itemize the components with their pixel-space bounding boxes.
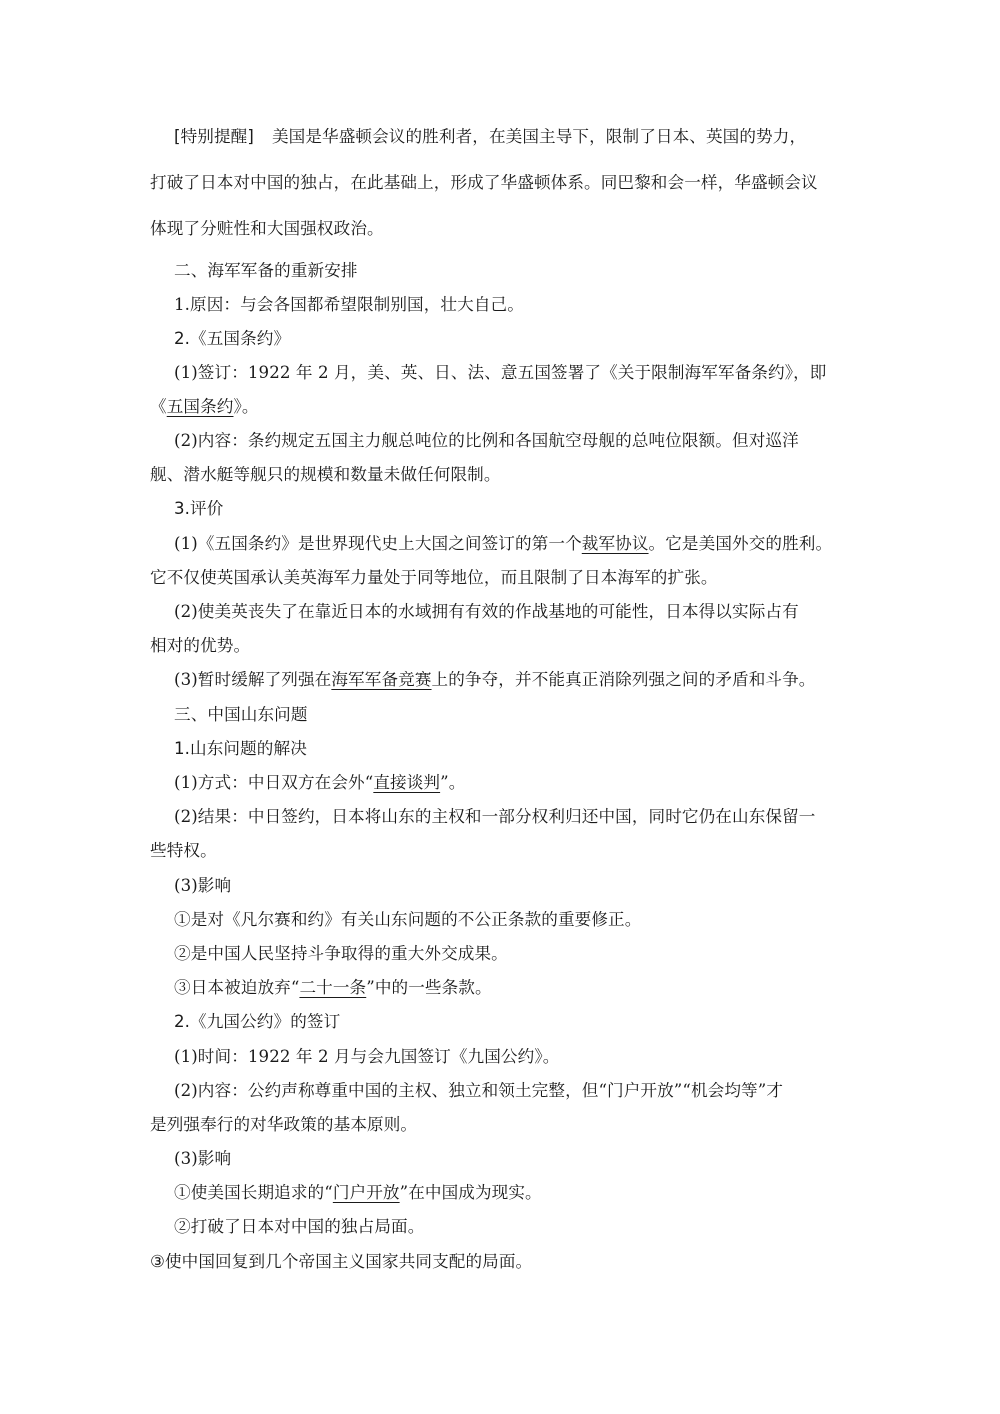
treaty-content-line-1: (2)内容：条约规定五国主力舰总吨位的比例和各国航空母舰的总吨位限额。但对巡洋 — [174, 431, 799, 450]
special-note-text: 美国是华盛顿会议的胜利者，在美国主导下，限制了日本、英国的势力， — [271, 127, 807, 146]
nine-power-impact-2: ②打破了日本对中国的独占局面。 — [174, 1217, 425, 1236]
shandong-impact-1: ①是对《凡尔赛和约》有关山东问题的不公正条款的重要修正。 — [174, 910, 642, 929]
nine-power-impact-heading: (3)影响 — [174, 1149, 232, 1168]
evaluation-1-line-2: 它不仅使英国承认美英海军力量处于同等地位，而且限制了日本海军的扩张。 — [150, 568, 718, 587]
special-note-line-3: 体现了分赃性和大国强权政治。 — [150, 219, 384, 238]
shandong-method: (1)方式：中日双方在会外“直接谈判”。 — [174, 773, 466, 792]
underlined-term: 裁军协议 — [581, 534, 649, 553]
underlined-term: 海军军备竞赛 — [331, 670, 432, 689]
shandong-result-line-1: (2)结果：中日签约，日本将山东的主权和一部分权利归还中国，同时它仍在山东保留一 — [174, 807, 816, 826]
evaluation-2-line-1: (2)使美英丧失了在靠近日本的水域拥有有效的作战基地的可能性，日本得以实际占有 — [174, 602, 799, 621]
nine-power-impact-3: ③使中国回复到几个帝国主义国家共同支配的局面。 — [150, 1252, 533, 1271]
special-note-line-2: 打破了日本对中国的独占，在此基础上，形成了华盛顿体系。同巴黎和会一样，华盛顿会议 — [150, 173, 818, 192]
nine-power-content-line-2: 是列强奉行的对华政策的基本原则。 — [150, 1115, 418, 1134]
shandong-resolution-heading: 1.山东问题的解决 — [174, 739, 307, 758]
evaluation-1-line-1: (1)《五国条约》是世界现代史上大国之间签订的第一个裁军协议。它是美国外交的胜利。 — [174, 534, 833, 553]
treaty-content-line-2: 舰、潜水艇等舰只的规模和数量未做任何限制。 — [150, 465, 501, 484]
treaty-signing-line-2: 《五国条约》。 — [150, 397, 259, 416]
underlined-term: 二十一条 — [299, 978, 367, 997]
underlined-term: 门户开放 — [332, 1183, 400, 1202]
shandong-result-line-2: 些特权。 — [150, 841, 217, 860]
shandong-impact-3: ③日本被迫放弃“二十一条”中的一些条款。 — [174, 978, 492, 997]
shandong-impact-heading: (3)影响 — [174, 876, 232, 895]
special-note-line-1 — [174, 127, 806, 147]
underlined-term: 五国条约 — [166, 397, 234, 416]
five-power-treaty-heading: 2.《五国条约》 — [174, 329, 291, 348]
naval-reason: 1.原因：与会各国都希望限制别国，壮大自己。 — [174, 295, 524, 314]
nine-power-content-line-1: (2)内容：公约声称尊重中国的主权、独立和领土完整，但“门户开放”“机会均等”才 — [174, 1081, 784, 1100]
nine-power-impact-1: ①使美国长期追求的“门户开放”在中国成为现实。 — [174, 1183, 542, 1202]
nine-power-time: (1)时间：1922 年 2 月与会九国签订《九国公约》。 — [174, 1047, 560, 1066]
section-heading-shandong: 三、中国山东问题 — [174, 705, 308, 724]
nine-power-treaty-heading: 2.《九国公约》的签订 — [174, 1012, 341, 1031]
section-heading-naval: 二、海军军备的重新安排 — [174, 261, 358, 280]
special-note-label: [特别提醒] — [174, 127, 254, 146]
evaluation-heading: 3.评价 — [174, 499, 224, 518]
evaluation-3: (3)暂时缓解了列强在海军军备竞赛上的争夺，并不能真正消除列强之间的矛盾和斗争。 — [174, 670, 816, 689]
evaluation-2-line-2: 相对的优势。 — [150, 636, 251, 655]
shandong-impact-2: ②是中国人民坚持斗争取得的重大外交成果。 — [174, 944, 508, 963]
treaty-signing-line-1: (1)签订：1922 年 2 月，美、英、日、法、意五国签署了《关于限制海军军备条约》，即 — [174, 363, 827, 382]
underlined-term: 直接谈判 — [373, 773, 441, 792]
